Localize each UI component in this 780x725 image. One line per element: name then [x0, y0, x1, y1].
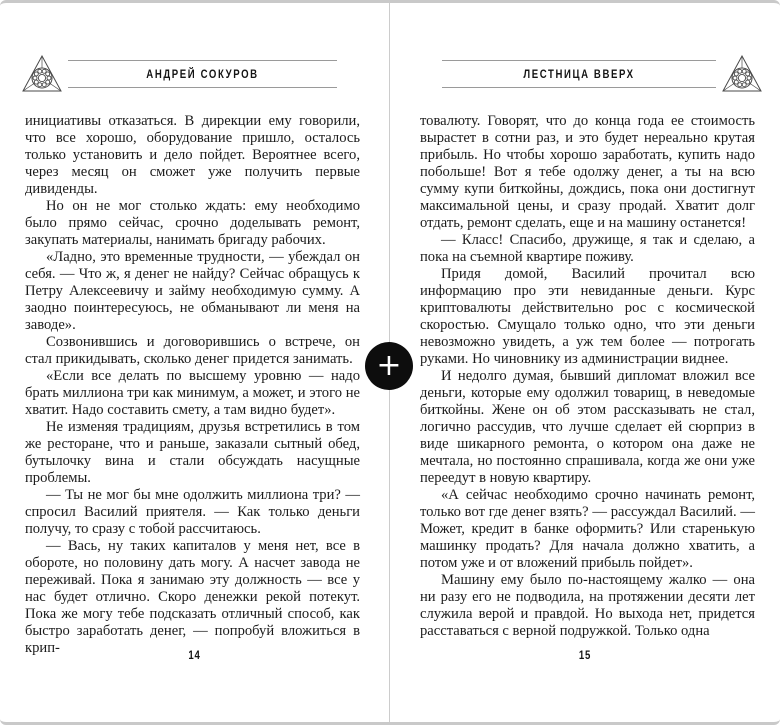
paragraph: Но он не мог столько ждать: ему необходимо было прямо сейчас, срочно доделывать ремонт, закупать материалы, нанимать бригаду рабочих.	[25, 198, 360, 248]
page-left-header	[22, 55, 337, 93]
triangle-rosette-emblem-icon	[22, 55, 62, 93]
author-running-title: АНДРЕЙ СОКУРОВ	[146, 67, 259, 81]
running-header-left	[68, 60, 337, 88]
page-right-body	[420, 113, 755, 640]
paragraph: Придя домой, Василий прочитал всю информацию про эти невиданные деньги. Курс криптовалюты действительно рос с космической скоростью. Смущало только одно, что эти деньги невозможно увидеть, а уж тем более — потрогать руками. Но чиновнику из администрации виднее.	[420, 266, 755, 367]
paragraph: Не изменяя традициям, друзья встретились в том же ресторане, что и раньше, заказали сытный обед, бутылочку вина и стали обсуждать насущные проблемы.	[25, 419, 360, 486]
page-left-body	[25, 113, 360, 657]
page-number-left: 14	[188, 648, 201, 662]
paragraph: — Ты не мог бы мне одолжить миллиона три? — спросил Василий приятеля. — Как только деньги получу, то сразу с тобой рассчитаюсь.	[25, 487, 360, 537]
paragraph: «А сейчас необходимо срочно начинать ремонт, только вот где денег взять? — рассуждал Василий. — Может, кредит в банке оформить? Или старенькую машинку продать? Для начала должно хватить, а потом уже и от вложений прибыль пойдет».	[420, 487, 755, 571]
triangle-rosette-emblem-icon	[722, 55, 762, 93]
paragraph: — Класс! Спасибо, дружище, я так и сделаю, а пока на съемной квартире поживу.	[420, 232, 755, 265]
book-title-running-title: ЛЕСТНИЦА ВВЕРХ	[523, 67, 635, 81]
page-right-header	[442, 55, 762, 93]
header-rule-bottom	[68, 87, 337, 88]
page-left	[0, 3, 389, 722]
page-number-right: 15	[578, 648, 592, 662]
header-rule-bottom	[442, 87, 716, 88]
paragraph: инициативы отказаться. В дирекции ему говорили, что все хорошо, оборудование пришло, осталось только установить и дело пойдет. Вероятнее всего, через месяц он сможет уже получить первые дивиденды.	[25, 113, 360, 197]
paragraph: «Ладно, это временные трудности, — убеждал он себя. — Что ж, я денег не найду? Сейчас обращусь к Петру Алексеевичу и займу необходимую сумму. А заодно поинтересуюсь, не обманывают ли меня на заводе».	[25, 249, 360, 333]
paragraph: Машину ему было по-настоящему жалко — она ни разу его не подводила, на протяжении десяти лет служила верой и правдой. Но выхода нет, придется расставаться с верной подружкой. Только одна	[420, 572, 755, 639]
add-action-button[interactable]	[365, 342, 413, 390]
running-header-right	[442, 60, 716, 88]
paragraph: — Вась, ну таких капиталов у меня нет, все в обороте, но половину дать могу. А насчет завода не переживай. Пока я занимаю эту должность — все у нас будет отлично. Скоро денежки рекой потекут. Пока же могу тебе подсказать отличный способ, как быстро заработать денег, — попробуй вложиться в крип-	[25, 538, 360, 656]
paragraph: «Если все делать по высшему уровню — надо брать миллиона три как минимум, а может, и этого не хватит. Надо составить смету, а там видно будет».	[25, 368, 360, 418]
paragraph: товалюту. Говорят, что до конца года ее стоимость вырастет в сотни раз, и это будет нереально крутая прибыль. Но чтобы хорошо заработать, купить надо побольше! Вот я тебе одолжу денег, а ты на всю сумму купи биткойны, дождись, пока они достигнут максимальной цены, и сразу продай. Хватит долг отдать, ремонт сделать, еще и на машину останется!	[420, 113, 755, 231]
paragraph: Созвонившись и договорившись о встрече, он стал прикидывать, сколько денег придется занимать.	[25, 334, 360, 367]
page-right	[390, 3, 780, 722]
paragraph: И недолго думая, бывший дипломат вложил все деньги, которые ему одолжил товарищ, в неведомые биткойны. Жене он об этом рассказывать не стал, логично рассудив, что лучше сделает ей сюрприз в виде шикарного ремонта, о котором она даже не мечтала, но постоянно спрашивала, когда же они уже переедут в новую квартиру.	[420, 368, 755, 486]
plus-icon: +	[376, 348, 402, 383]
